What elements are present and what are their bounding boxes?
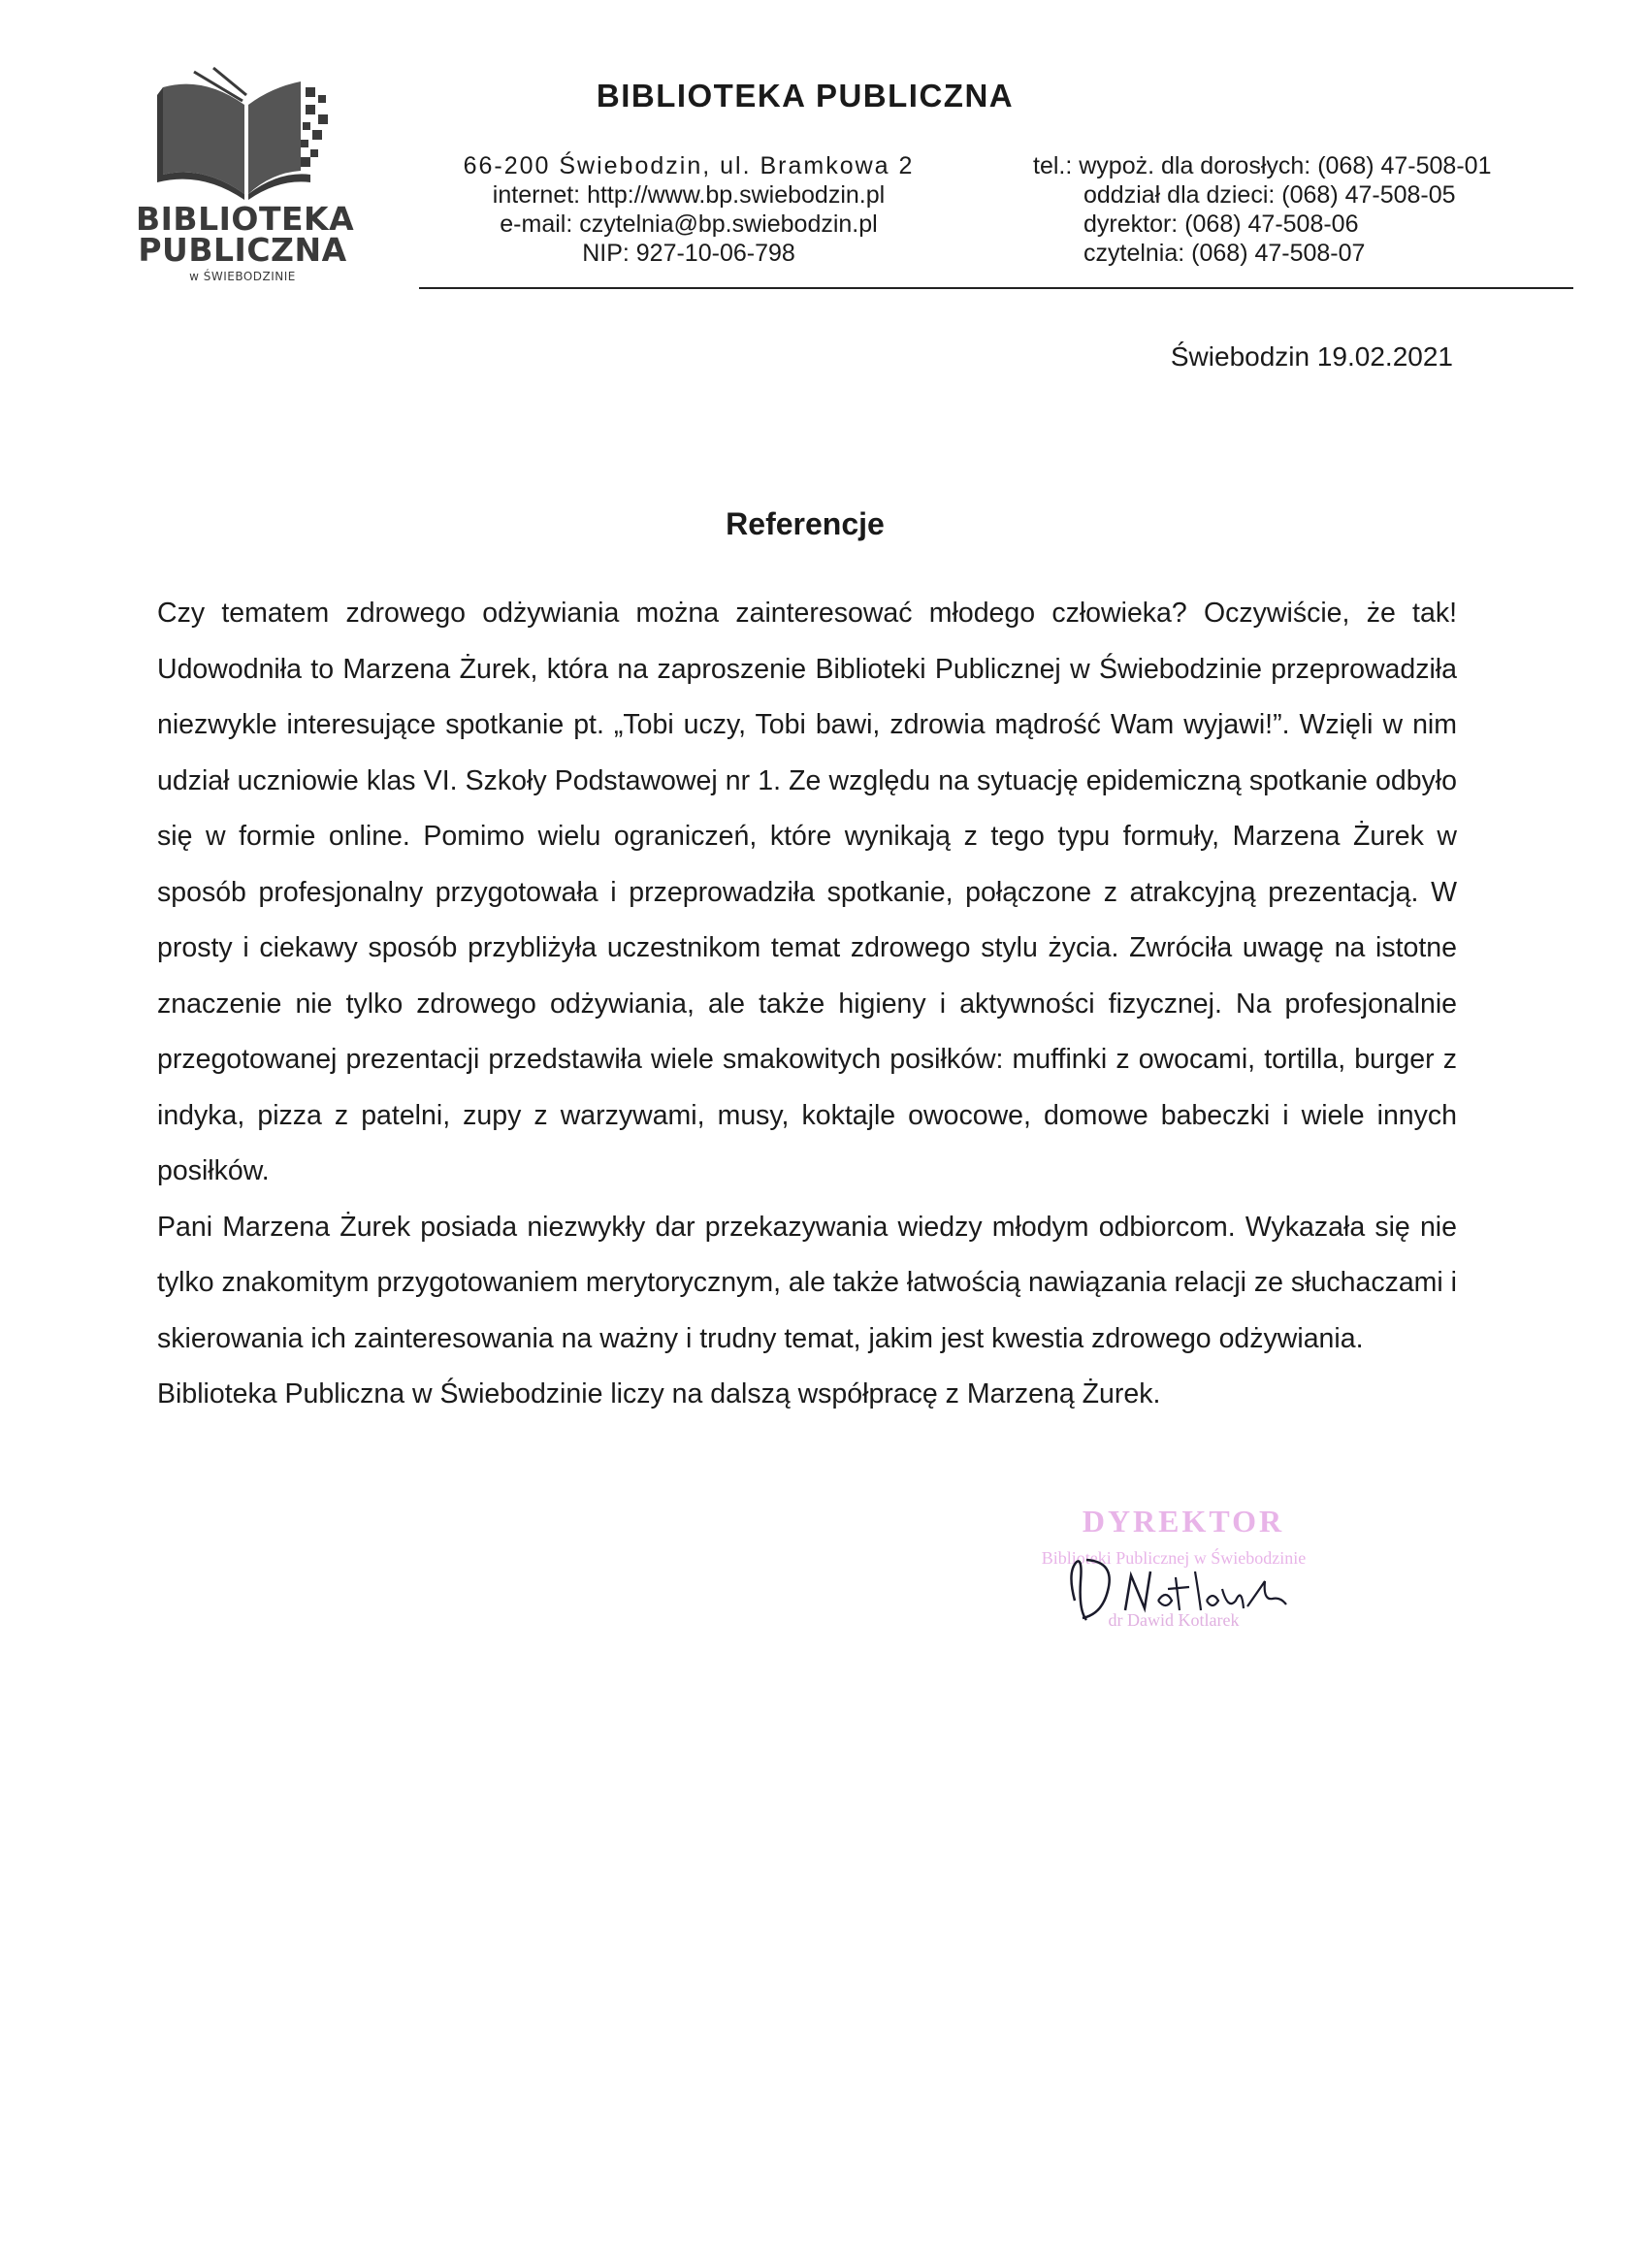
director-stamp (980, 1494, 1387, 1659)
body-paragraph: Biblioteka Publiczna w Świebodzinie liczy na dalszą współpracę z Marzeną Żurek. (157, 1378, 1161, 1409)
logo-text-line3: w ŚWIEBODZINIE (189, 270, 296, 283)
logo-text-line1: BIBLIOTEKA (136, 200, 355, 238)
document-title: Referencje (726, 506, 885, 541)
phone-line: oddział dla dzieci: (068) 47-508-05 (1083, 181, 1456, 209)
document-body (157, 586, 1457, 1423)
organization-name: BIBLIOTEKA PUBLICZNA (596, 78, 1015, 113)
stamp-title: DYREKTOR (1082, 1504, 1285, 1539)
stamp-name: dr Dawid Kotlarek (1108, 1610, 1240, 1630)
body-paragraph: Pani Marzena Żurek posiada niezwykły dar przekazywania wiedzy młodym odbiorcom. Wykazała się nie tylko znakomitym przygotowaniem merytorycznym, ale także łatwością nawiązania relacji ze słuchaczami i skierowania ich zainteresowania na ważny i trudny temat, jakim jest kwestia zdrowego odżywiania. (157, 1211, 1457, 1354)
phone-line: czytelnia: (068) 47-508-07 (1083, 240, 1366, 267)
open-book-icon (155, 66, 340, 202)
logo-text-line2: PUBLICZNA (138, 231, 347, 269)
body-paragraph: Czy tematem zdrowego odżywiania można zainteresować młodego człowieka? Oczywiście, że tak! Udowodniła to Marzena Żurek, która na zaproszenie Biblioteki Publicznej w Świebodzinie przeprowadziła niezwykle interesujące spotkanie pt. „Tobi uczy, Tobi bawi, zdrowia mądrość Wam wyjawi!”. Wzięli w nim udział uczniowie klas VI. Szkoły Podstawowej nr 1. Ze względu na sytuację epidemiczną spotkanie odbyło się w formie online. Pomimo wielu ograniczeń, które wynikają z tego typu formuły, Marzena Żurek w sposób profesjonalny przygotowała i przeprowadziła spotkanie, połączone z atrakcyjną prezentacją. W prosty i ciekawy sposób przybliżyła uczestnikom temat zdrowego stylu życia. Zwróciła uwagę na istotne znaczenie nie tylko zdrowego odżywiania, ale także higieny i aktywności fizycznej. Na profesjonalnie przegotowanej prezentacji przedstawiła wiele smakowitych posiłków: muffinki z owocami, tortilla, burger z indyka, pizza z patelni, zupy z warzywami, musy, koktajle owocowe, domowe babeczki i wiele innych posiłków. (157, 598, 1457, 1186)
address-street: 66-200 Świebodzin, ul. Bramkowa 2 (463, 152, 915, 179)
stamp-institution: Biblioteki Publicznej w Świebodzinie (1041, 1548, 1307, 1568)
phone-line: dyrektor: (068) 47-508-06 (1083, 211, 1359, 238)
address-nip: NIP: 927-10-06-798 (582, 240, 795, 267)
address-internet: internet: http://www.bp.swiebodzin.pl (492, 181, 886, 209)
library-logo (136, 66, 355, 289)
header-divider (419, 287, 1573, 289)
address-email: e-mail: czytelnia@bp.swiebodzin.pl (500, 211, 878, 238)
document-date: Świebodzin 19.02.2021 (1170, 341, 1453, 372)
phone-block (1033, 151, 1576, 268)
handwritten-signature (1057, 1533, 1310, 1639)
address-block (407, 151, 970, 268)
phone-line: tel.: wypoż. dla dorosłych: (068) 47-508-01 (1033, 152, 1492, 179)
